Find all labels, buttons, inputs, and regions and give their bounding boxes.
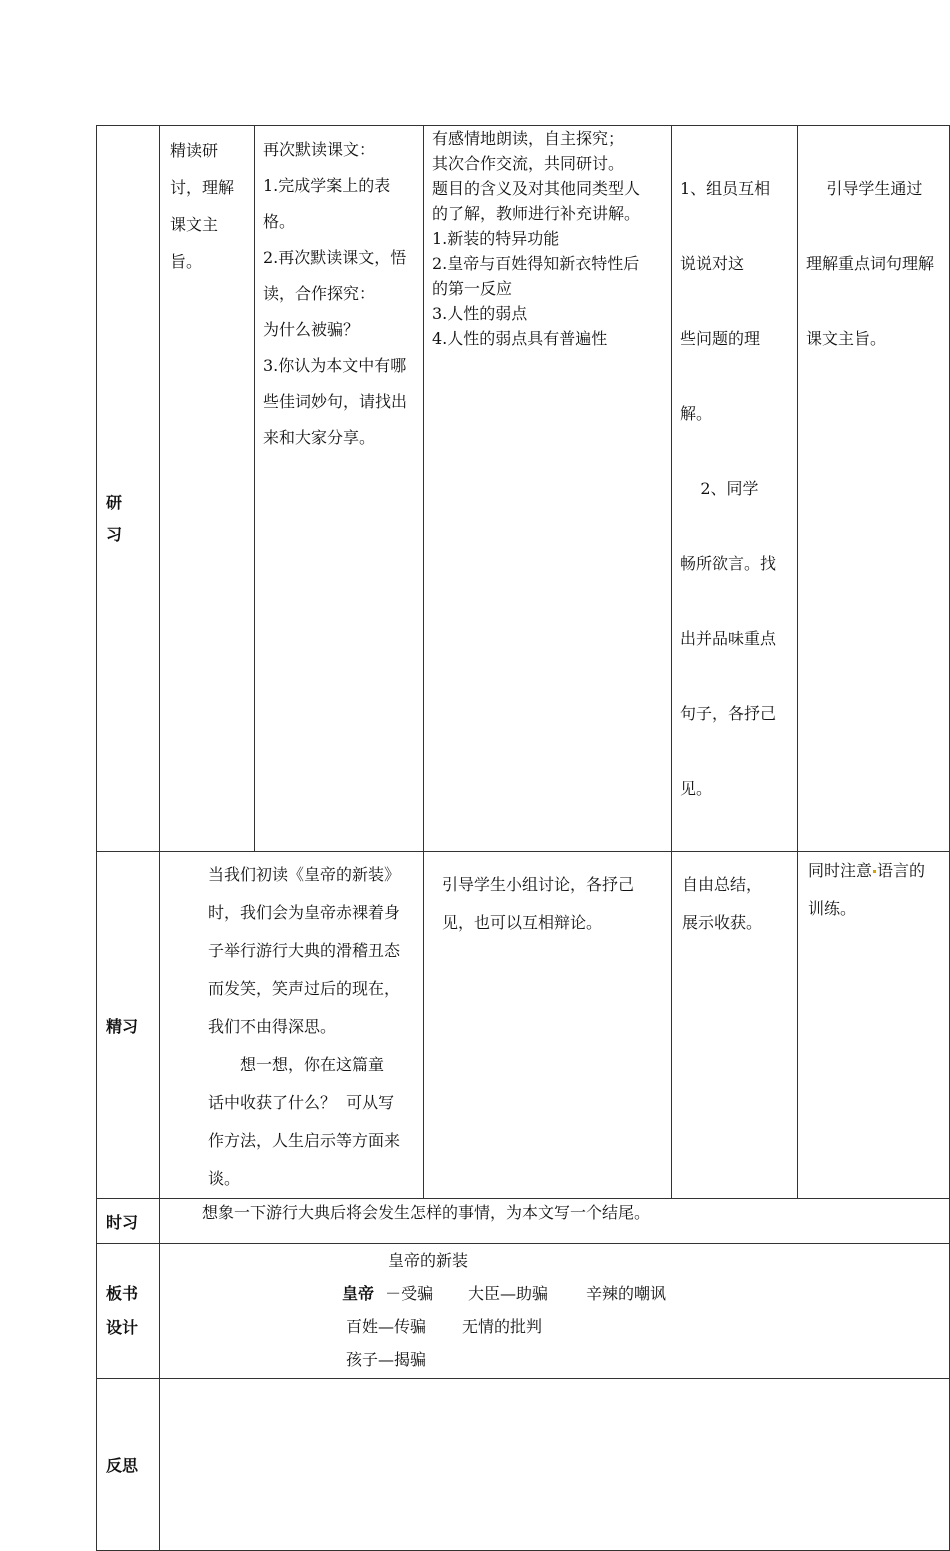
text-line: 3.你认为本文中有哪 bbox=[263, 356, 407, 375]
row-fansi bbox=[97, 1379, 950, 1551]
text-line: 2.再次默读课文，悟 bbox=[263, 248, 407, 267]
text-line: 旨。 bbox=[170, 252, 203, 271]
board-title: 皇帝的新装 bbox=[388, 1251, 469, 1270]
text-line: 说说对这 bbox=[680, 254, 745, 273]
jingxi-teacher-cell bbox=[424, 852, 672, 1199]
row-shixi bbox=[97, 1199, 950, 1244]
text-line: 为什么被骗？ bbox=[263, 320, 360, 339]
text-line: 些佳词妙句，请找出 bbox=[263, 392, 408, 411]
text-line: 的第一反应 bbox=[432, 279, 513, 298]
text-line: 其次合作交流，共同研讨。 bbox=[432, 154, 625, 173]
board-satire: 辛辣的嘲讽 bbox=[586, 1284, 667, 1303]
text-line: 展示收获。 bbox=[682, 913, 763, 932]
row-yanxi bbox=[97, 126, 950, 852]
text-line: 出并品味重点 bbox=[680, 629, 777, 648]
text-line: 训练。 bbox=[808, 899, 857, 918]
board-people: 百姓—传骗 bbox=[346, 1317, 427, 1336]
text-line: 话中收获了什么？ 可从写 bbox=[208, 1093, 395, 1112]
label-yan: 研 bbox=[106, 492, 123, 512]
board-design-cell bbox=[160, 1244, 950, 1379]
text-line: 2.皇帝与百姓得知新衣特性后 bbox=[432, 254, 640, 273]
text-line: 引导学生小组讨论，各抒己 bbox=[442, 875, 635, 894]
text-line: 句子，各抒己 bbox=[680, 704, 777, 723]
row-jingxi bbox=[97, 852, 950, 1199]
row-label-jingxi: 精习 bbox=[97, 852, 160, 1199]
text-line: 见，也可以互相辩论。 bbox=[442, 913, 603, 932]
row-banshu bbox=[97, 1244, 950, 1379]
text-line: 理解重点词句理解 bbox=[806, 254, 935, 273]
ink-dot-mark bbox=[873, 870, 876, 873]
text-line bbox=[808, 852, 945, 890]
yanxi-student-cell bbox=[672, 126, 798, 852]
yanxi-teacher-cell bbox=[424, 126, 672, 852]
text-line: 格。 bbox=[263, 212, 296, 231]
shixi-task-cell: 想象一下游行大典后将会发生怎样的事情，为本文写一个结尾。 bbox=[160, 1199, 950, 1244]
yanxi-tasks-cell bbox=[255, 126, 424, 852]
text-line: 4.人性的弱点具有普遍性 bbox=[432, 329, 608, 348]
text-line: 而发笑，笑声过后的现在， bbox=[208, 979, 401, 998]
board-child: 孩子—揭骗 bbox=[346, 1350, 427, 1369]
text-line: 解。 bbox=[680, 404, 713, 423]
row-label-shixi: 时习 bbox=[97, 1199, 160, 1244]
text-line: 当我们初读《皇帝的新装》 bbox=[208, 865, 401, 884]
text-line: 我们不由得深思。 bbox=[208, 1017, 337, 1036]
label-banshu-1: 板书 bbox=[106, 1284, 139, 1303]
text-line: 2、同学 bbox=[680, 479, 759, 498]
text-line: 讨，理解 bbox=[170, 178, 235, 197]
text-line: 再次默读课文： bbox=[263, 140, 376, 159]
text-line: 作方法，人生启示等方面来 bbox=[208, 1131, 401, 1150]
text-line: 1.完成学案上的表 bbox=[263, 176, 391, 195]
jingxi-task-cell bbox=[160, 852, 424, 1199]
text-line: 精读研 bbox=[170, 141, 219, 160]
row-label-yanxi bbox=[97, 126, 160, 852]
text-line: 3.人性的弱点 bbox=[432, 304, 528, 323]
text-line: 课文主 bbox=[170, 215, 219, 234]
text-fragment: 语言的 bbox=[877, 861, 926, 880]
text-line: 自由总结， bbox=[682, 875, 763, 894]
lesson-plan-table bbox=[96, 125, 950, 1551]
board-criticism: 无情的批判 bbox=[462, 1317, 543, 1336]
label-banshu-2: 设计 bbox=[106, 1318, 139, 1337]
text-line: 读，合作探究： bbox=[263, 284, 376, 303]
text-line: 课文主旨。 bbox=[806, 329, 887, 348]
board-minister: 大臣—助骗 bbox=[468, 1284, 549, 1303]
text-line: 引导学生通过 bbox=[806, 179, 923, 198]
jingxi-intent-cell bbox=[798, 852, 950, 1199]
text-line: 1、组员互相 bbox=[680, 179, 771, 198]
text-line: 来和大家分享。 bbox=[263, 428, 376, 447]
text-line: 谈。 bbox=[208, 1169, 241, 1188]
jingxi-student-cell bbox=[672, 852, 798, 1199]
row-label-banshu bbox=[97, 1244, 160, 1379]
board-emperor: 皇帝 bbox=[342, 1284, 375, 1303]
text-line: 题目的含义及对其他同类型人 bbox=[432, 179, 641, 198]
yanxi-goal-cell bbox=[160, 126, 255, 852]
text-line: 畅所欲言。找 bbox=[680, 554, 777, 573]
reflection-cell bbox=[160, 1379, 950, 1551]
text-line: 时，我们会为皇帝赤裸着身 bbox=[208, 903, 401, 922]
text-line: 的了解，教师进行补充讲解。 bbox=[432, 204, 641, 223]
text-line: 些问题的理 bbox=[680, 329, 761, 348]
text-line: 1.新装的特异功能 bbox=[432, 229, 560, 248]
text-line: 子举行游行大典的滑稽丑态 bbox=[208, 941, 401, 960]
text-line: 想一想，你在这篇童 bbox=[240, 1055, 385, 1074]
yanxi-intent-cell bbox=[798, 126, 950, 852]
label-xi: 习 bbox=[106, 524, 123, 544]
text-line: 见。 bbox=[680, 779, 713, 798]
text-line: 有感情地朗读，自主探究； bbox=[432, 129, 625, 148]
row-label-fansi: 反思 bbox=[97, 1379, 160, 1551]
board-emperor-deceived: －受骗 bbox=[380, 1284, 434, 1303]
text-fragment: 同时注意 bbox=[808, 861, 873, 880]
